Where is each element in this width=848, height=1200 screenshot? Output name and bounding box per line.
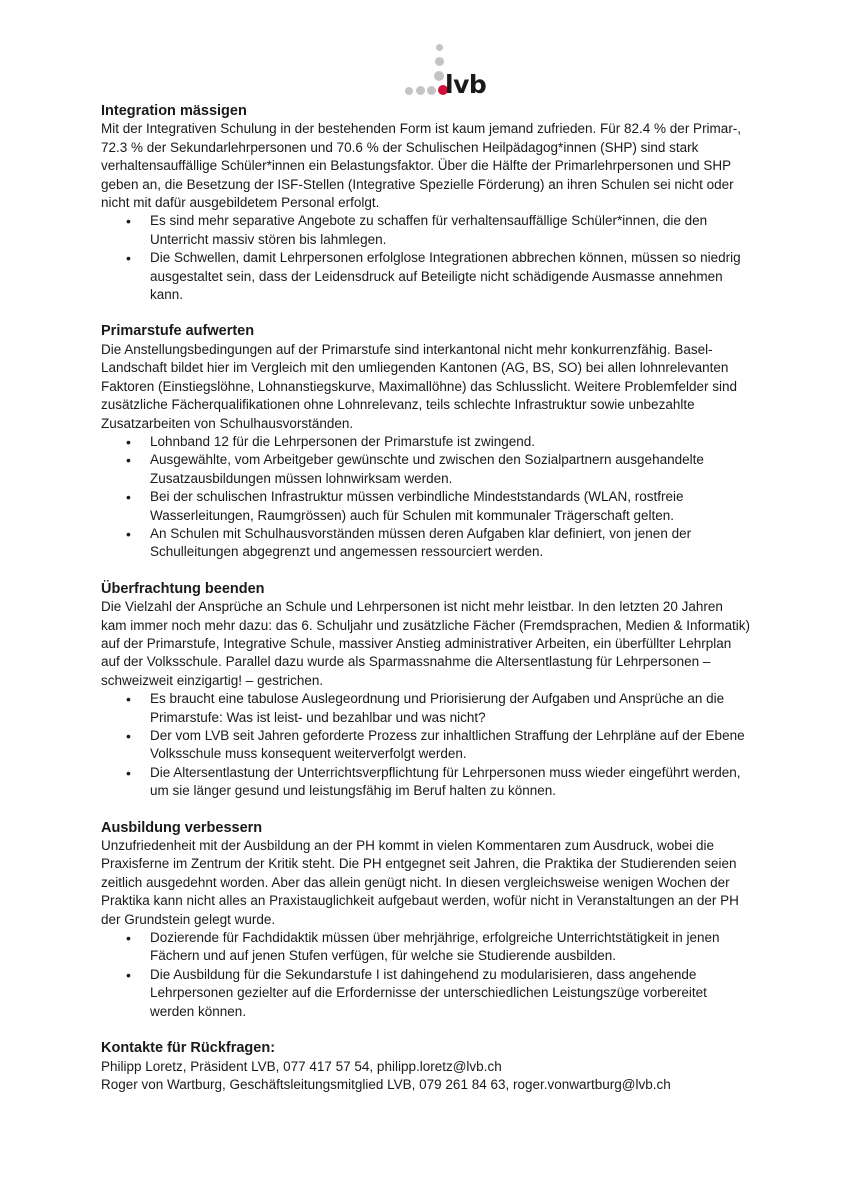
section-integration — [101, 102, 751, 304]
section-paragraph: Mit der Integrativen Schulung in der bestehenden Form ist kaum jemand zufrieden. Für 82.4 % der Primar-, 72.3 % der Sekundarlehrpersonen und 70.6 % der Schulischen Heilpädagog*innen (SHP) sind stark verhaltensauffällige Schüler*innen ein Belastungsfaktor. Über die Hälfte der Primarlehrpersonen und SHP geben an, die Besetzung der ISF-Stellen (Integrative Spezielle Förderung) an ihren Schulen sei nicht oder nicht mit dafür ausgebildetem Personal erfolgt. — [101, 121, 742, 211]
bullet-item: • Lohnband 12 für die Lehrpersonen der Primarstufe ist zwingend. — [101, 433, 751, 451]
contact-line: Philipp Loretz, Präsident LVB, 077 417 57 54, philipp.loretz@lvb.ch — [101, 1058, 502, 1074]
section-ueberfrachtung — [101, 580, 751, 801]
logo-dot — [436, 44, 443, 51]
bullet-list — [101, 690, 751, 800]
section-contacts — [101, 1039, 751, 1093]
section-primarstufe — [101, 322, 751, 561]
bullet-list — [101, 212, 751, 304]
logo-dot — [405, 87, 413, 95]
bullet-item: • Es braucht eine tabulose Auslegeordnung und Priorisierung der Aufgaben und Ansprüche an die Primarstufe: Was ist leist- und bezahlbar und was nicht? — [101, 690, 751, 727]
section-ausbildung — [101, 819, 751, 1021]
section-heading: Primarstufe aufwerten — [101, 323, 255, 340]
section-heading: Überfrachtung beenden — [101, 580, 265, 597]
section-paragraph: Die Vielzahl der Ansprüche an Schule und Lehrpersonen ist nicht mehr leistbar. In den letzten 20 Jahren kam immer noch mehr dazu: das 6. Schuljahr und zusätzliche Fächer (Fremdsprachen, Medien & Informatik) auf der Primarstufe, Integrative Schule, massiver Anstieg administrativer Arbeiten, ein überfüllter Lehrplan auf der Volksschule. Parallel dazu wurde als Sparmassnahme die Altersentlastung für Lehrpersonen – schweizweit einzigartig! – gestrichen. — [101, 599, 751, 688]
logo-dot — [416, 86, 425, 95]
logo-wordmark: lvb — [445, 70, 487, 99]
lvb-logo — [402, 44, 498, 99]
bullet-item: • Die Schwellen, damit Lehrpersonen erfolglose Integrationen abbrechen können, müssen so niedrig ausgestaltet sein, dass der Leidensdruck auf Beteiligte nicht schädigende Ausmasse annehmen kann. — [101, 249, 751, 304]
document-body — [101, 102, 751, 1112]
bullet-list — [101, 929, 751, 1021]
section-heading: Integration mässigen — [101, 103, 247, 119]
section-heading: Ausbildung verbessern — [101, 819, 263, 836]
bullet-item: • Die Ausbildung für die Sekundarstufe I ist dahingehend zu modularisieren, dass angehende Lehrpersonen gezielter auf die Erfordernisse der unterschiedlichen Leistungszüge vorbereitet werden können. — [101, 966, 751, 1021]
section-paragraph: Die Anstellungsbedingungen auf der Primarstufe sind interkantonal nicht mehr konkurrenzfähig. Basel-Landschaft bildet hier im Vergleich mit den umliegenden Kantonen (AG, BS, SO) bei allen lohnrelevanten Faktoren (Einstiegslöhne, Lohnanstiegskurve, Maximallöhne) das Schlusslicht. Weitere Problemfelder sind zusätzliche Fächerqualifikationen ohne Lohnrelevanz, teils schlechte Infrastruktur sowie unbezahlte Zusatzarbeiten von Schulhausvorständen. — [101, 341, 738, 431]
bullet-list — [101, 433, 751, 562]
bullet-item: • Ausgewählte, vom Arbeitgeber gewünschte und zwischen den Sozialpartnern ausgehandelte Zusatzausbildungen müssen lohnwirksam werden. — [101, 451, 751, 488]
section-paragraph: Unzufriedenheit mit der Ausbildung an der PH kommt in vielen Kommentaren zum Ausdruck, wobei die Praxisferne im Zentrum der Kritik steht. Die PH entgegnet seit Jahren, die Praktika der Studierenden seien zeitlich ausgedehnt worden. Aber das allein genügt nicht. In diesen vergleichsweise wenigen Wochen der Praktika kann nicht alles an Praxistauglichkeit aufgebaut werden, wofür nicht in Veranstaltungen an der PH der Grundstein gelegt wurde. — [101, 838, 739, 927]
bullet-item: • An Schulen mit Schulhausvorständen müssen deren Aufgaben klar definiert, von jenen der Schulleitungen abgegrenzt und angemessen ressourciert werden. — [101, 525, 751, 562]
bullet-item: • Der vom LVB seit Jahren geforderte Prozess zur inhaltlichen Straffung der Lehrpläne auf der Ebene Volksschule muss konsequent weiterverfolgt werden. — [101, 727, 751, 764]
bullet-item: • Dozierende für Fachdidaktik müssen über mehrjährige, erfolgreiche Unterrichtstätigkeit in jenen Fächern und auf jenen Stufen verfügen, für welche sie Studierende ausbilden. — [101, 929, 751, 966]
logo-dot — [434, 71, 444, 81]
logo-dot — [427, 86, 436, 95]
logo-dot — [435, 57, 444, 66]
contact-line: Roger von Wartburg, Geschäftsleitungsmitglied LVB, 079 261 84 63, roger.vonwartburg@lvb.ch — [101, 1076, 671, 1092]
bullet-item: • Die Altersentlastung der Unterrichtsverpflichtung für Lehrpersonen muss wieder eingeführt werden, um sie länger gesund und leistungsfähig im Beruf halten zu können. — [101, 764, 751, 801]
bullet-item: • Es sind mehr separative Angebote zu schaffen für verhaltensauffällige Schüler*innen, die den Unterricht massiv stören bis lahmlegen. — [101, 212, 751, 249]
contacts-heading: Kontakte für Rückfragen: — [101, 1040, 276, 1057]
bullet-item: • Bei der schulischen Infrastruktur müssen verbindliche Mindeststandards (WLAN, rostfreie Wasserleitungen, Raumgrössen) auch für Schulen mit kommunaler Trägerschaft gelten. — [101, 488, 751, 525]
